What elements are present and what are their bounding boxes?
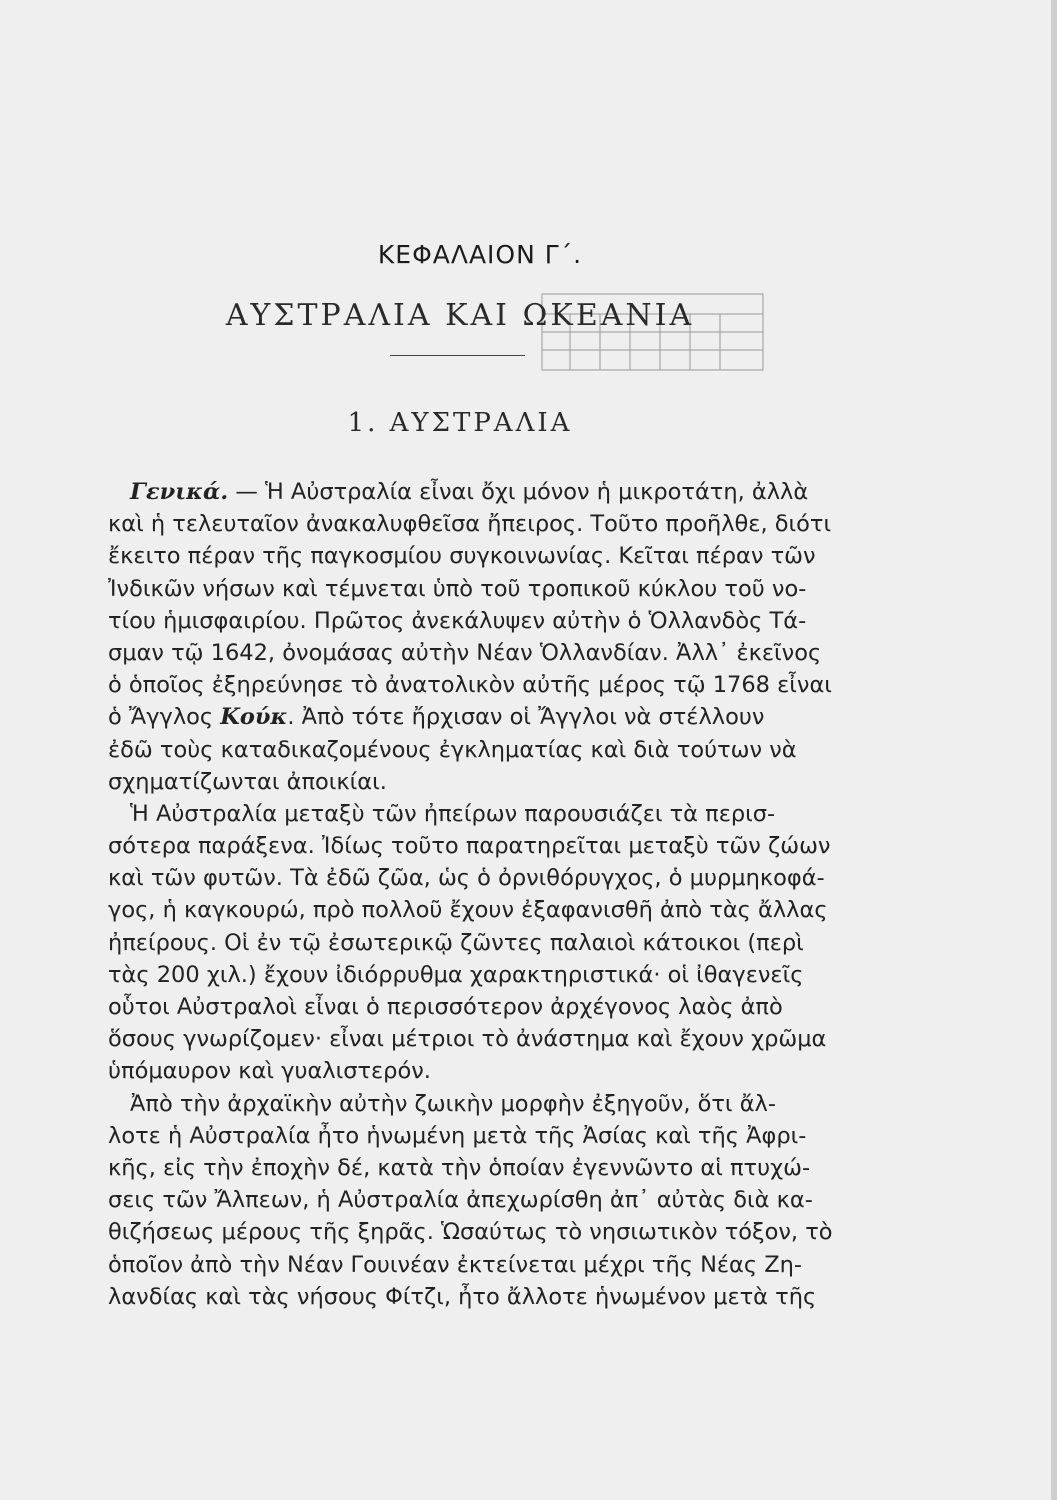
text-line: ὁ ὁποῖος ἐξηρεύνησε τὸ ἀνατολικὸν αὐτῆς μέρος τῷ 1768 εἶναι [108,672,832,699]
text-line: καὶ τῶν φυτῶν. Τὰ ἐδῶ ζῶα, ὡς ὁ ὀρνιθόρυγχος, ὁ μυρμηκοφά- [108,865,825,892]
divider [390,355,525,356]
body-text [108,476,893,1313]
text-line: ἠπείρους. Οἱ ἐν τῷ ἐσωτερικῷ ζῶντες παλαιοὶ κάτοικοι (περὶ [108,929,804,956]
text-line: Ἡ Αὐστραλία μεταξὺ τῶν ἠπείρων παρουσιάζει τὰ περισ- [130,800,776,827]
section-heading: 1. ΑΥΣΤΡΑΛΙΑ [347,408,573,438]
paragraph-lead: Γενικά. [130,479,229,505]
text-line: σότερα παράξενα. Ἰδίως τοῦτο παρατηρεῖται μεταξὺ τῶν ζώων [108,833,831,860]
page-edge [1051,0,1057,1500]
chapter-title: ΑΥΣΤΡΑΛΙΑ ΚΑΙ ΩΚΕΑΝΙΑ [225,298,695,333]
text-line: τὰς 200 χιλ.) ἔχουν ἰδιόρρυθμα χαρακτηριστικά· οἱ ἰθαγενεῖς [108,961,804,988]
text-line: ὑπόμαυρον καὶ γυαλιστερόν. [108,1058,431,1085]
text-line: σχηματίζωνται ἀποικίαι. [108,768,387,795]
text-line: Ἰνδικῶν νήσων καὶ τέμνεται ὑπὸ τοῦ τροπικοῦ κύκλου τοῦ νο- [108,575,807,602]
text-line: σεις τῶν Ἄλπεων, ἡ Αὐστραλία ἀπεχωρίσθη ἀπ᾽ αὐτὰς διὰ κα- [108,1187,813,1214]
text-line: λανδίας καὶ τὰς νήσους Φίτζι, ἦτο ἄλλοτε ἡνωμένον μετὰ τῆς [108,1283,817,1310]
text-line: γος, ἡ καγκουρώ, πρὸ πολλοῦ ἔχουν ἐξαφανισθῆ ἀπὸ τὰς ἄλλας [108,897,828,924]
text-line: ὁ Ἄγγλος Κούκ. Ἀπὸ τότε ἤρχισαν οἱ Ἄγγλοι νὰ στέλλουν [108,704,765,731]
text-line: κῆς, εἰς τὴν ἐποχὴν δέ, κατὰ τὴν ὁποίαν ἐγεννῶντο αἱ πτυχώ- [108,1154,811,1181]
text-line: λοτε ἡ Αὐστραλία ἦτο ἡνωμένη μετὰ τῆς Ἀσίας καὶ τῆς Ἀφρι- [108,1122,807,1149]
text-line: ὅσους γνωρίζομεν· εἶναι μέτριοι τὸ ἀνάστημα καὶ ἔχουν χρῶμα [108,1026,827,1053]
text-line: ἐδῶ τοὺς καταδικαζομένους ἐγκληματίας καὶ διὰ τούτων νὰ [108,736,797,763]
text-line: καὶ ἡ τελευταῖον ἀνακαλυφθεῖσα ἤπειρος. Τοῦτο προῆλθε, διότι [108,511,832,538]
emphasized-name: Κούκ [220,704,288,731]
text-line: ἔκειτο πέραν τῆς παγκοσμίου συγκοινωνίας. Κεῖται πέραν τῶν [108,543,816,570]
text-line: οὗτοι Αὐστραλοὶ εἶναι ὁ περισσότερον ἀρχέγονος λαὸς ἀπὸ [108,994,783,1020]
text-line: θιζήσεως μέρους τῆς ξηρᾶς. Ὡσαύτως τὸ νησιωτικὸν τόξον, τὸ [108,1219,833,1246]
chapter-heading: ΚΕΦΑΛΑΙΟΝ Γ΄. [377,240,583,269]
text-line: ὁποῖον ἀπὸ τὴν Νέαν Γουινέαν ἐκτείνεται μέχρι τῆς Νέας Ζη- [108,1251,803,1278]
text-line: τίου ἡμισφαιρίου. Πρῶτος ἀνεκάλυψεν αὐτὴν ὁ Ὁλλανδὸς Τά- [108,607,807,634]
text-line: Γενικά. — Ἡ Αὐστραλία εἶναι ὄχι μόνον ἡ μικροτάτη, ἀλλὰ [130,479,809,505]
text-line: Ἀπὸ τὴν ἀρχαϊκὴν αὐτὴν ζωικὴν μορφὴν ἐξηγοῦν, ὅτι ἄλ- [130,1090,776,1117]
text-line: σμαν τῷ 1642, ὀνομάσας αὐτὴν Νέαν Ὁλλανδίαν. Ἀλλ᾽ ἐκεῖνος [108,639,822,666]
